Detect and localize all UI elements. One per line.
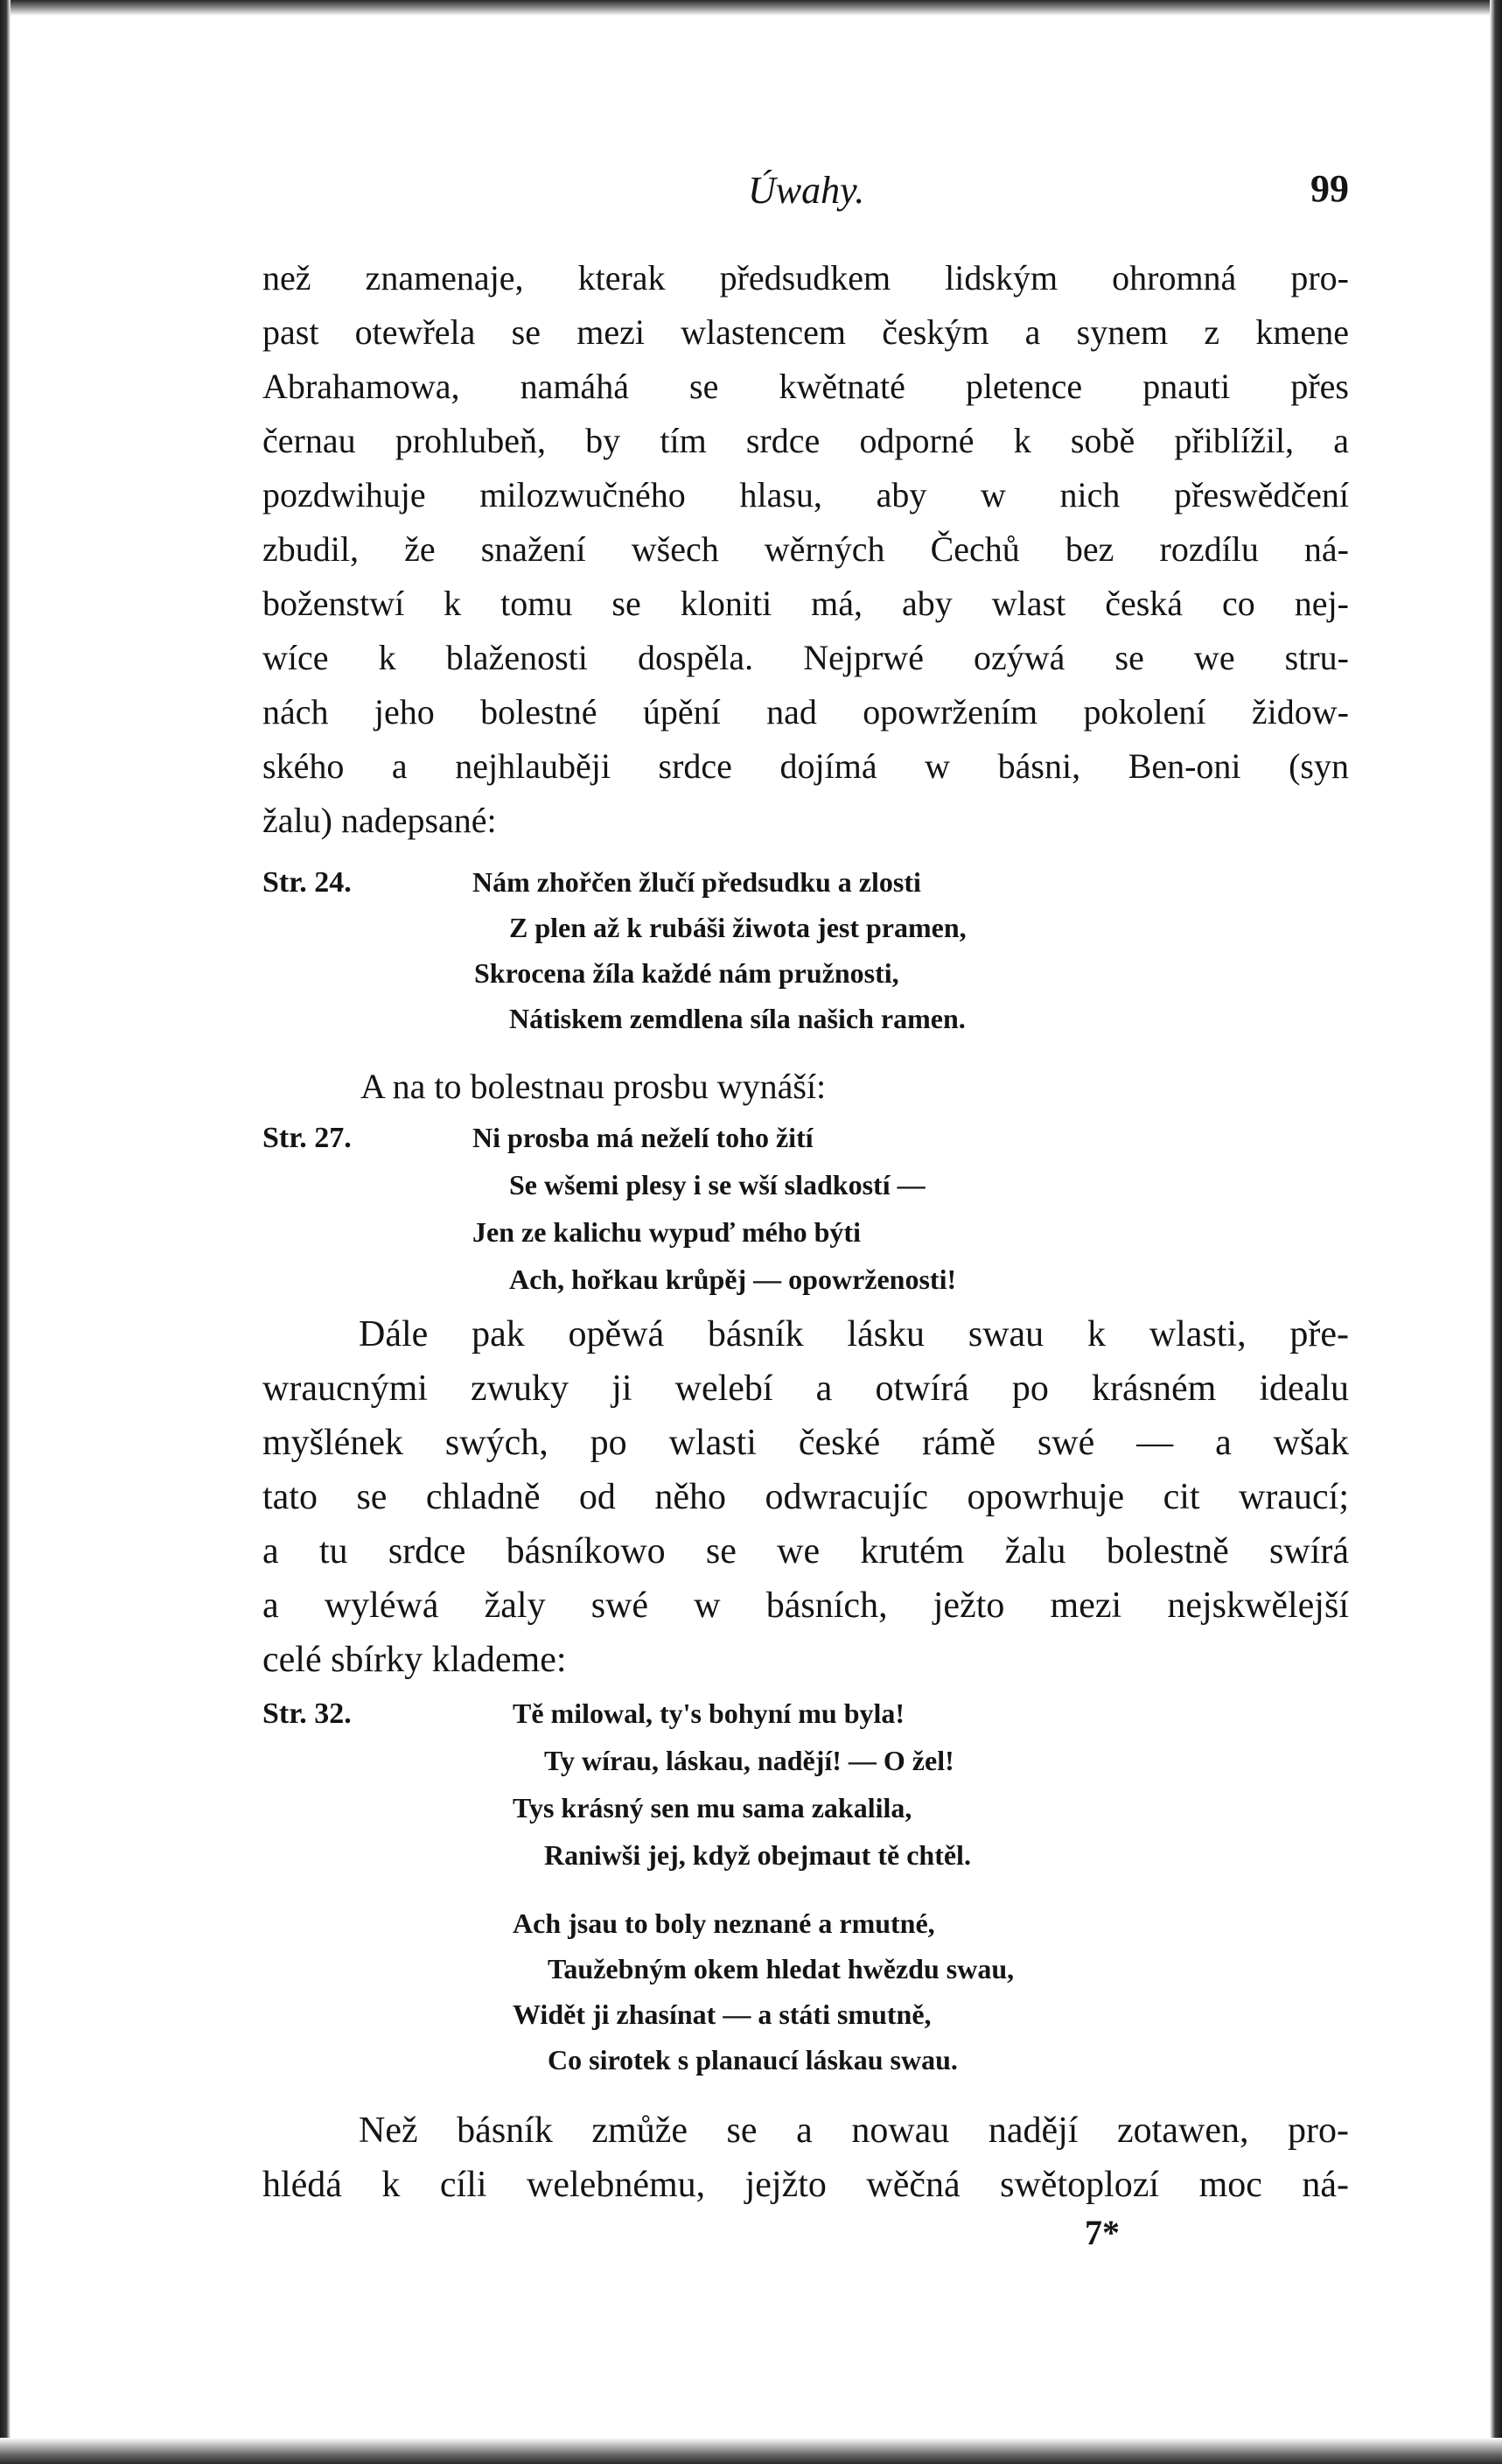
text-line: než znamenaje, kterak předsudkem lidským ohromná pro- bbox=[262, 258, 1349, 298]
verse-block-3 bbox=[262, 1698, 1349, 2082]
paragraph-1 bbox=[262, 251, 1349, 848]
page-reference: Str. 27. bbox=[262, 1122, 352, 1154]
page-edge-top bbox=[0, 0, 1502, 16]
text-line: wíce k blaženosti dospěla. Nejprwé ozýwá se we stru- bbox=[262, 638, 1349, 677]
verse-block-1 bbox=[262, 866, 1349, 1050]
text-line: pozdwihuje milozwučného hlasu, aby w nich přeswědčení bbox=[262, 475, 1349, 514]
verse-intro: A na to bolestnau prosbu wynáší: bbox=[360, 1067, 827, 1106]
verse-line: Tys krásný sen mu sama zakalila, bbox=[513, 1792, 912, 1824]
text-line: boženstwí k tomu se kloniti má, aby wlast česká co nej- bbox=[262, 584, 1349, 623]
text-line: myšlének swých, po wlasti české rámě swé — a wšak bbox=[262, 1423, 1349, 1463]
paragraph-2 bbox=[262, 1307, 1349, 1687]
text-line: Dále pak opěwá básník lásku swau k wlasti, pře- bbox=[359, 1314, 1349, 1354]
text-line: celé sbírky klademe: bbox=[262, 1640, 567, 1680]
verse-line: Co sirotek s planaucí láskau swau. bbox=[548, 2044, 958, 2076]
verse-line: Jen ze kalichu wypuď mého býti bbox=[472, 1216, 861, 1248]
text-line: hlédá k cíli welebnému, jejžto wěčná swětoplozí moc ná- bbox=[262, 2165, 1349, 2205]
text-line: Než básník zmůže se a nowau nadějí zotawen, pro- bbox=[359, 2110, 1349, 2151]
verse-line: Z plen až k rubáši žiwota jest pramen, bbox=[509, 912, 967, 943]
paragraph-3 bbox=[262, 2104, 1349, 2212]
page-reference: Str. 24. bbox=[262, 866, 352, 899]
text-line: žalu) nadepsané: bbox=[262, 801, 497, 840]
verse-block-2 bbox=[262, 1122, 1349, 1306]
text-line: past otewřela se mezi wlastencem českým a synem z kmene bbox=[262, 312, 1349, 352]
running-title: Úwahy. bbox=[748, 169, 865, 212]
text-line: a wyléwá žaly swé w básních, ježto mezi nejskwělejší bbox=[262, 1586, 1349, 1626]
text-line: zbudil, že snažení wšech wěrných Čechů bez rozdílu ná- bbox=[262, 529, 1349, 569]
verse-line: Nám zhořčen žlučí předsudku a zlosti bbox=[472, 866, 921, 898]
verse-line: Taužebným okem hledat hwězdu swau, bbox=[548, 1953, 1015, 1984]
verse-line: Ach jsau to boly neznané a rmutné, bbox=[513, 1908, 935, 1939]
page-header bbox=[262, 168, 1349, 220]
text-line: tato se chladně od něho odwracujíc opowrhuje cit wraucí; bbox=[262, 1477, 1349, 1517]
signature-mark: 7* bbox=[1085, 2213, 1120, 2252]
text-line: ského a nejhlauběji srdce dojímá w básni, Ben-oni (syn bbox=[262, 746, 1349, 786]
verse-line: Raniwši jej, když obejmaut tě chtěl. bbox=[544, 1839, 971, 1871]
verse-line: Ni prosba má neželí toho žití bbox=[472, 1122, 814, 1153]
page-edge-right bbox=[1490, 0, 1502, 2464]
text-line: Abrahamowa, namáhá se kwětnaté pletence pnauti přes bbox=[262, 367, 1349, 406]
text-line: nách jeho bolestné úpění nad opowržením pokolení židow- bbox=[262, 692, 1349, 732]
page-edge-bottom bbox=[0, 2438, 1502, 2464]
verse-line: Se wšemi plesy i se wší sladkostí — bbox=[509, 1169, 926, 1200]
verse-line: Ach, hořkau krůpěj — opowrženosti! bbox=[509, 1264, 957, 1295]
verse-line: Tě milowal, ty's bohyní mu byla! bbox=[513, 1698, 905, 1729]
verse-line: Ty wírau, láskau, nadějí! — O žel! bbox=[544, 1745, 954, 1776]
page-edge-left bbox=[0, 0, 10, 2464]
page-reference: Str. 32. bbox=[262, 1698, 352, 1730]
text-line: černau prohlubeň, by tím srdce odporné k sobě přiblížil, a bbox=[262, 421, 1349, 460]
verse-line: Skrocena žíla každé nám pružnosti, bbox=[474, 957, 899, 989]
text-line: a tu srdce básníkowo se we krutém žalu bolestně swírá bbox=[262, 1531, 1349, 1572]
page-number: 99 bbox=[1310, 167, 1349, 210]
verse-line: Nátiskem zemdlena síla našich ramen. bbox=[509, 1003, 966, 1034]
verse-line: Widět ji zhasínat — a státi smutně, bbox=[513, 1998, 932, 2030]
text-line: wraucnými zwuky ji welebí a otwírá po krásném idealu bbox=[262, 1368, 1349, 1409]
